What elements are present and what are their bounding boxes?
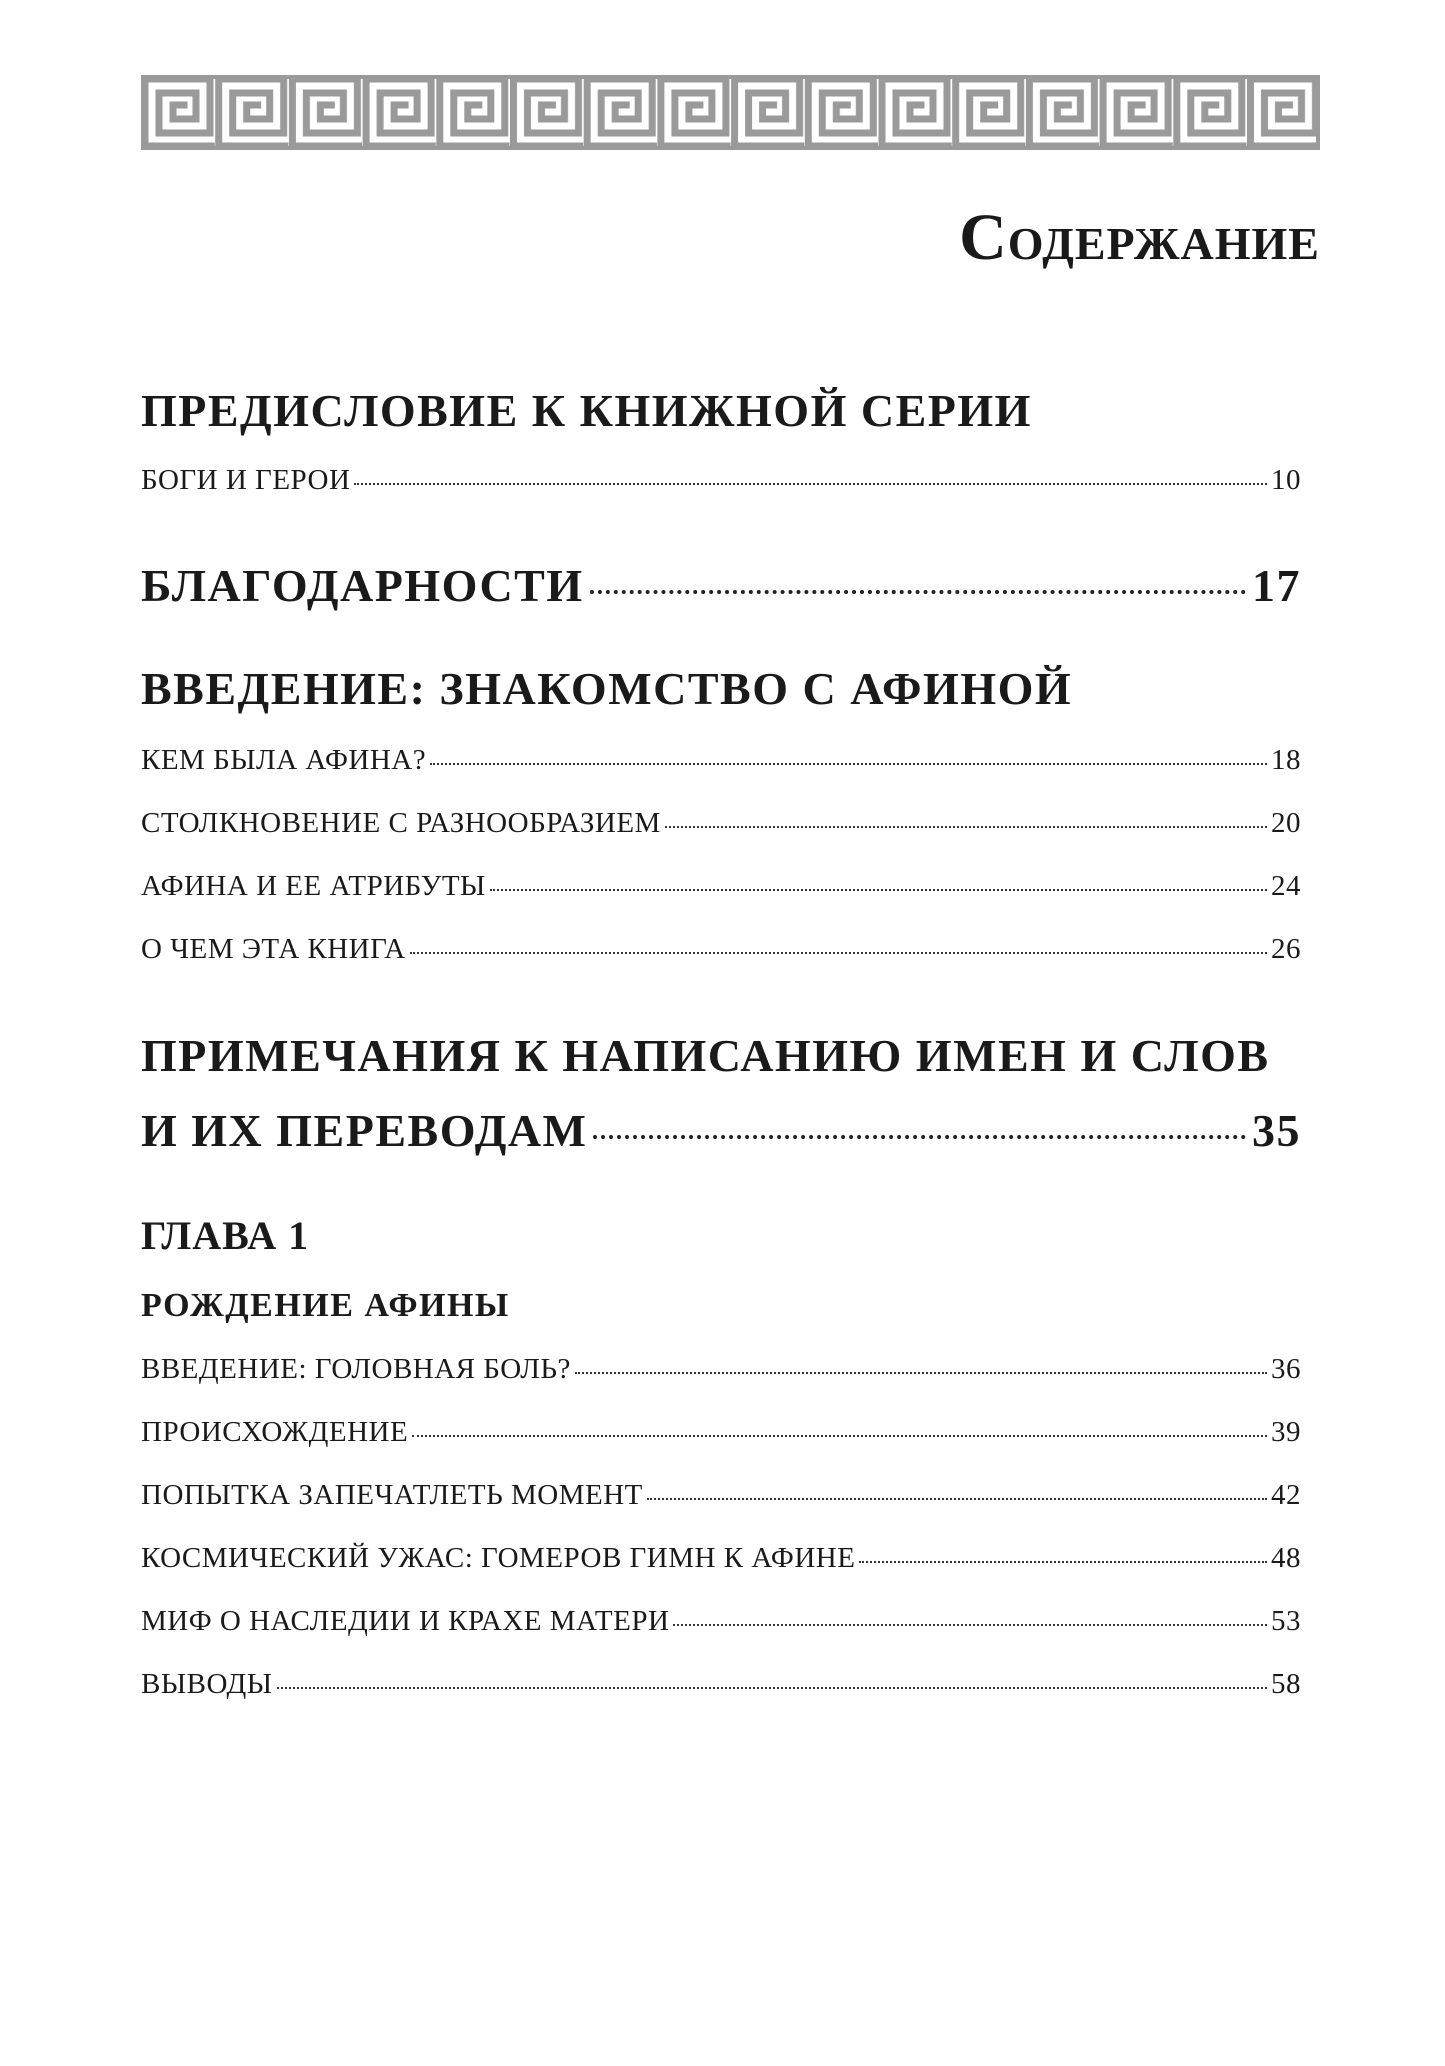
chapter-1-title-block bbox=[141, 1289, 1301, 1323]
dot-leader bbox=[647, 1498, 1267, 1500]
toc-entry-label: ПОПЫТКА ЗАПЕЧАТЛЕТЬ МОМЕНТ bbox=[141, 1479, 643, 1511]
toc-entry-notes bbox=[141, 1105, 1301, 1156]
dot-leader bbox=[277, 1687, 1267, 1689]
section-heading-preface: ПРЕДИСЛОВИЕ К КНИЖНОЙ СЕРИИ bbox=[141, 385, 1032, 436]
introduction-section bbox=[141, 661, 1301, 716]
toc-entry-page: 24 bbox=[1271, 870, 1301, 902]
toc-entry-page: 10 bbox=[1271, 464, 1301, 496]
toc-entry bbox=[141, 1544, 1301, 1573]
toc-entry-label: МИФ О НАСЛЕДИИ И КРАХЕ МАТЕРИ bbox=[141, 1605, 670, 1637]
toc-entry-page: 17 bbox=[1252, 560, 1301, 611]
dot-leader bbox=[575, 1372, 1267, 1374]
notes-section bbox=[141, 1028, 1301, 1083]
dot-leader bbox=[665, 826, 1267, 828]
dot-leader bbox=[430, 763, 1267, 765]
section-heading-notes-line2: И ИХ ПЕРЕВОДАМ bbox=[141, 1105, 588, 1156]
chapter-1-section bbox=[141, 1213, 1301, 1258]
toc-entry-label: СТОЛКНОВЕНИЕ С РАЗНООБРАЗИЕМ bbox=[141, 807, 661, 839]
toc-entry-page: 18 bbox=[1271, 744, 1301, 776]
toc-entry-label: КОСМИЧЕСКИЙ УЖАС: ГОМЕРОВ ГИМН К АФИНЕ bbox=[141, 1542, 856, 1574]
dot-leader bbox=[490, 889, 1267, 891]
toc-entry-label: ВЫВОДЫ bbox=[141, 1668, 273, 1700]
greek-meander-ornament bbox=[141, 75, 1320, 150]
toc-entry-page: 39 bbox=[1271, 1416, 1301, 1448]
toc-entry bbox=[141, 1481, 1301, 1510]
toc-entry-acknowledgements bbox=[141, 560, 1301, 611]
toc-entry bbox=[141, 1418, 1301, 1447]
toc-entry-page: 48 bbox=[1271, 1542, 1301, 1574]
toc-entry-label: КЕМ БЫЛА АФИНА? bbox=[141, 744, 427, 776]
dot-leader bbox=[673, 1624, 1267, 1626]
toc-entry-page: 20 bbox=[1271, 807, 1301, 839]
toc-entry bbox=[141, 1355, 1301, 1384]
toc-entry-page: 42 bbox=[1271, 1479, 1301, 1511]
section-heading-introduction: ВВЕДЕНИЕ: ЗНАКОМСТВО С АФИНОЙ bbox=[141, 663, 1073, 714]
toc-entry-label: ВВЕДЕНИЕ: ГОЛОВНАЯ БОЛЬ? bbox=[141, 1353, 571, 1385]
toc-entry-label: АФИНА И ЕЕ АТРИБУТЫ bbox=[141, 870, 486, 902]
section-heading-notes: ПРИМЕЧАНИЯ К НАПИСАНИЮ ИМЕН И СЛОВ bbox=[141, 1030, 1270, 1081]
preface-section bbox=[141, 383, 1301, 438]
chapter-label: ГЛАВА 1 bbox=[141, 1213, 310, 1258]
toc-entry bbox=[141, 466, 1301, 495]
toc-entry-label: О ЧЕМ ЭТА КНИГА bbox=[141, 933, 406, 965]
toc-entry-page: 36 bbox=[1271, 1353, 1301, 1385]
toc-entry-page: 58 bbox=[1271, 1668, 1301, 1700]
section-heading-acknowledgements: БЛАГОДАРНОСТИ bbox=[141, 560, 584, 611]
page-title: Содержание bbox=[959, 201, 1320, 274]
toc-entry-label: ПРОИСХОЖДЕНИЕ bbox=[141, 1416, 409, 1448]
toc-entry bbox=[141, 746, 1301, 775]
toc-entry-page: 53 bbox=[1271, 1605, 1301, 1637]
toc-entry bbox=[141, 1607, 1301, 1636]
toc-entry bbox=[141, 809, 1301, 838]
toc-entry-page: 26 bbox=[1271, 933, 1301, 965]
toc-entry-label: БОГИ И ГЕРОИ bbox=[141, 464, 351, 496]
toc-entry bbox=[141, 1670, 1301, 1699]
toc-entry bbox=[141, 872, 1301, 901]
dot-leader bbox=[859, 1561, 1267, 1563]
dot-leader bbox=[412, 1435, 1267, 1437]
toc-entry bbox=[141, 935, 1301, 964]
chapter-title: РОЖДЕНИЕ АФИНЫ bbox=[141, 1287, 510, 1324]
toc-entry-page: 35 bbox=[1252, 1105, 1301, 1156]
dot-leader bbox=[354, 483, 1267, 485]
dot-leader bbox=[590, 590, 1246, 594]
dot-leader bbox=[593, 1135, 1246, 1139]
dot-leader bbox=[410, 952, 1267, 954]
